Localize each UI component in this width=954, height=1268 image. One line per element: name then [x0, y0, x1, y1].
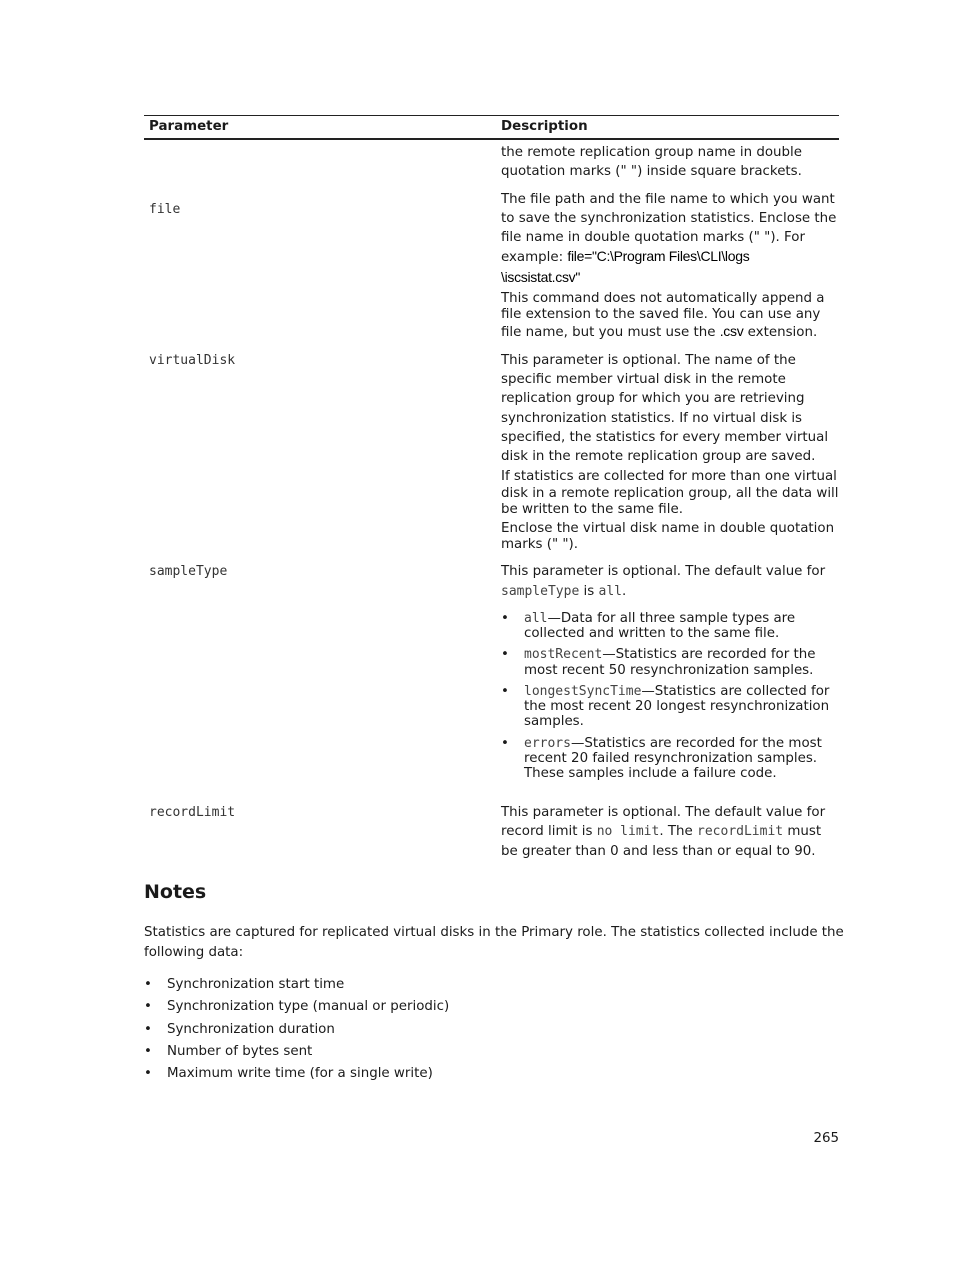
param-name: recordLimit — [149, 805, 236, 821]
list-item: • Number of bytes sent — [144, 1043, 313, 1059]
list-item: • Maximum write time (for a single write) — [144, 1066, 433, 1082]
list-item: • errors—Statistics are recorded for the most recent 20 failed resynchronization samples. These samples include a failure code. — [501, 735, 822, 781]
param-note: If statistics are collected for more than one virtual disk in a remote replication group, all the data will be written to the same file. — [501, 469, 839, 517]
table-row — [144, 562, 839, 803]
parameter-table — [144, 115, 839, 861]
list-item: • longestSyncTime—Statistics are collected for the most recent 20 longest resynchronization samples. — [501, 683, 830, 730]
page-number: 265 — [813, 1131, 839, 1146]
column-header-description: Description — [496, 116, 839, 140]
list-item: • Synchronization type (manual or periodic) — [144, 999, 450, 1015]
param-note: Enclose the virtual disk name in double quotation marks (" "). — [501, 521, 835, 553]
param-name — [144, 139, 496, 190]
table-header-row — [144, 116, 839, 140]
notes-intro: Statistics are captured for replicated virtual disks in the Primary role. The statistics collected include the following data: — [144, 925, 844, 960]
param-name: file — [149, 201, 181, 217]
notes-heading: Notes — [144, 881, 207, 903]
notes-list-region — [144, 974, 844, 1085]
table-row — [144, 351, 839, 563]
param-description: This parameter is optional. The name of the specific member virtual disk in the remote replication group for which you are retrieving synchronization statistics. If no virtual disk is specified, the statistics for every member virtual disk in the remote replication group are saved. — [501, 352, 829, 465]
notes-section — [144, 881, 844, 903]
example-path-continued: \iscsistat.csv" — [501, 268, 581, 285]
parameter-table-region — [144, 115, 839, 861]
param-description: This parameter is optional. The default value for sampleType is all. — [501, 564, 826, 599]
param-name: sampleType — [149, 564, 228, 580]
param-name: virtualDisk — [149, 352, 236, 368]
table-row — [144, 803, 839, 861]
list-item: • Synchronization duration — [144, 1021, 335, 1037]
list-item: • mostRecent—Statistics are recorded for the most recent 50 resynchronization samples. — [501, 647, 816, 678]
csv-extension: .csv — [719, 323, 744, 340]
column-header-parameter: Parameter — [144, 116, 496, 140]
param-description: This parameter is optional. The default value for record limit is no limit. The recordLimit must be greater than 0 and less than or equal to 90. — [501, 805, 826, 859]
param-note: This command does not automatically append a file extension to the saved file. You can use any file name, but you must use the .csv extension. — [501, 291, 825, 341]
example-path: file="C:\Program Files\CLI\logs — [567, 248, 750, 265]
notes-list — [144, 974, 844, 1085]
list-item: • all—Data for all three sample types are collected and written to the same file. — [501, 611, 796, 642]
list-item: • Synchronization start time — [144, 977, 345, 992]
param-description: The file path and the file name to which you want to save the synchronization statistics. Enclose the file name in double quotation marks (" "). For example: file="C:\Program Files\CLI\logs \iscsistat.csv" — [501, 191, 837, 285]
table-row — [144, 139, 839, 190]
sample-type-list — [501, 611, 839, 803]
table-row — [144, 190, 839, 351]
param-description: the remote replication group name in double quotation marks (" ") inside square brackets. — [501, 145, 803, 180]
